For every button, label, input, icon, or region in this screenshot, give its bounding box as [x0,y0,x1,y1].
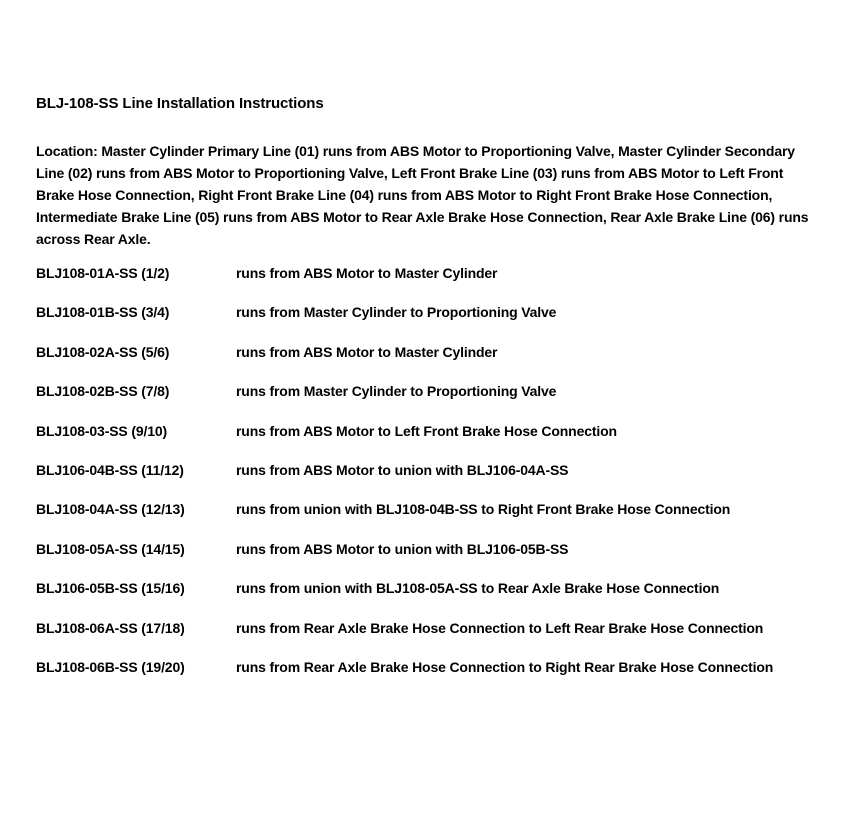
part-row [36,423,836,462]
part-number: BLJ106-05B-SS (15/16) [36,580,185,597]
part-description: runs from ABS Motor to Left Front Brake Hose Connection [236,422,617,439]
part-row [36,620,836,659]
document-title: BLJ-108-SS Line Installation Instructions [36,95,324,112]
location-paragraph-line: Brake Hose Connection, Right Front Brake Line (04) runs from ABS Motor to Right Front Brake Hose Connection, [36,187,773,203]
part-number: BLJ108-01A-SS (1/2) [36,265,170,281]
part-row [36,501,836,540]
part-number: BLJ108-05A-SS (14/15) [36,540,185,557]
part-row [36,344,836,383]
part-description: runs from union with BLJ108-05A-SS to Rear Axle Brake Hose Connection [236,580,720,597]
location-paragraph-line: across Rear Axle. [36,231,151,247]
part-row [36,541,836,580]
part-row [36,265,836,304]
part-description: runs from Master Cylinder to Proportioning Valve [236,383,557,400]
part-row [36,383,836,422]
part-number: BLJ108-03-SS (9/10) [36,422,167,439]
location-paragraph-line: Location: Master Cylinder Primary Line (01) runs from ABS Motor to Proportioning Valve, Master Cylinder Secondary [36,143,795,159]
part-description: runs from ABS Motor to union with BLJ106-05B-SS [236,540,569,557]
part-row [36,304,836,343]
location-paragraph [36,140,836,250]
part-list [36,265,836,698]
part-description: runs from Rear Axle Brake Hose Connection to Left Rear Brake Hose Connection [236,619,764,636]
part-number: BLJ108-01B-SS (3/4) [36,304,170,321]
part-description: runs from union with BLJ108-04B-SS to Right Front Brake Hose Connection [236,501,731,518]
part-number: BLJ106-04B-SS (11/12) [36,461,184,478]
part-number: BLJ108-02B-SS (7/8) [36,383,170,400]
part-number: BLJ108-02A-SS (5/6) [36,343,170,360]
part-description: runs from Master Cylinder to Proportioning Valve [236,304,557,321]
part-number: BLJ108-06B-SS (19/20) [36,658,185,675]
part-number: BLJ108-04A-SS (12/13) [36,501,185,518]
part-description: runs from ABS Motor to union with BLJ106-04A-SS [236,461,569,478]
part-row [36,580,836,619]
part-description: runs from ABS Motor to Master Cylinder [236,265,498,281]
part-row [36,659,836,698]
part-row [36,462,836,501]
location-paragraph-line: Line (02) runs from ABS Motor to Proportioning Valve, Left Front Brake Line (03) runs from ABS Motor to Left Front [36,165,784,181]
part-description: runs from Rear Axle Brake Hose Connection to Right Rear Brake Hose Connection [236,658,774,675]
part-description: runs from ABS Motor to Master Cylinder [236,343,498,360]
part-number: BLJ108-06A-SS (17/18) [36,619,185,636]
location-paragraph-line: Intermediate Brake Line (05) runs from ABS Motor to Rear Axle Brake Hose Connection, Rear Axle Brake Line (06) runs [36,209,809,225]
